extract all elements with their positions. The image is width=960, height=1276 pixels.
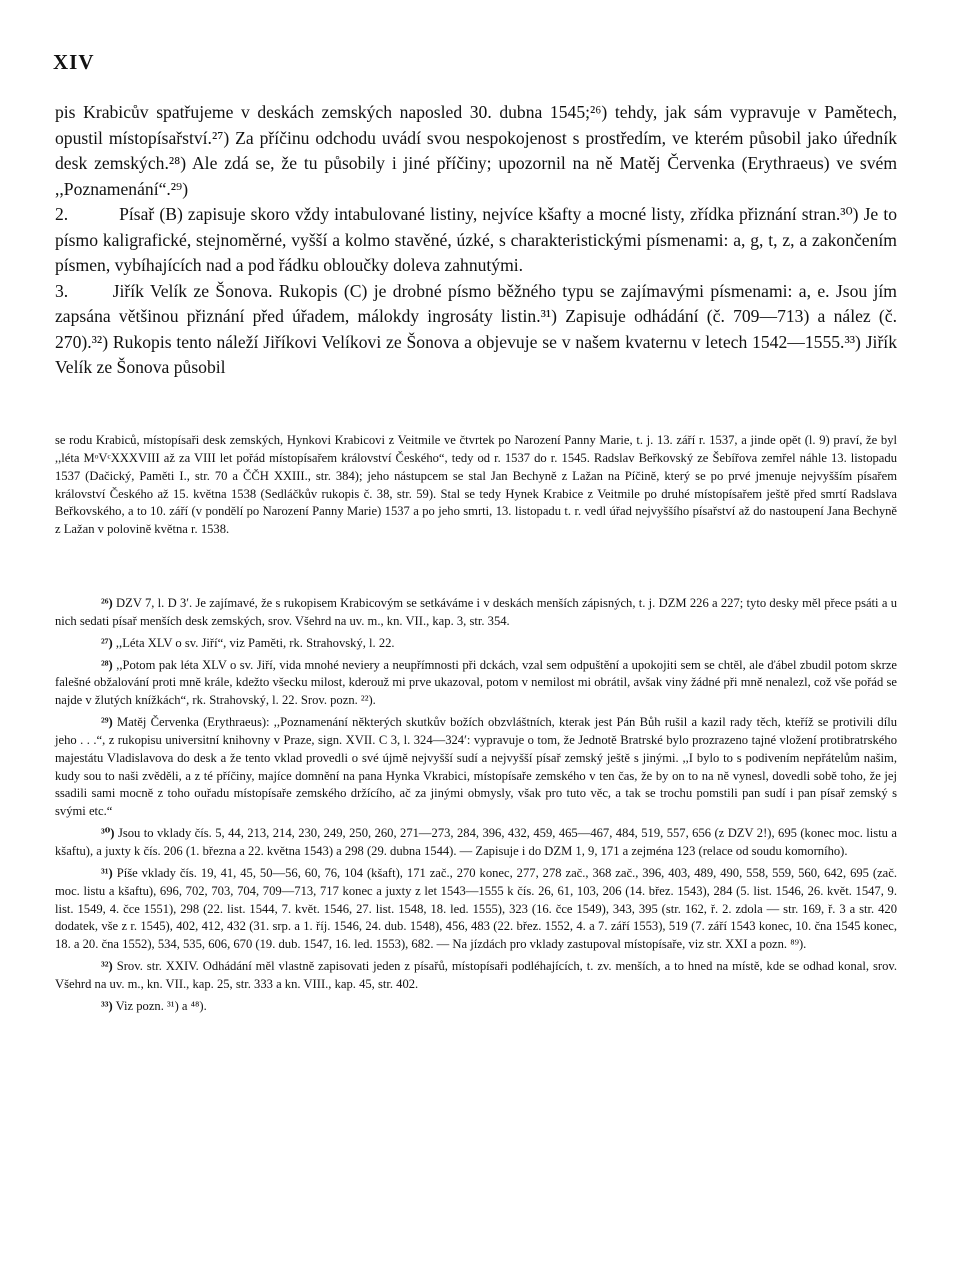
main-text	[55, 100, 902, 381]
footnote-text: Srov. str. XXIV. Odhádání měl vlastně zapisovati jeden z písařů, místopísaři podléhajících, t. zv. menších, a to hned na místě, kde se odhad konal, srov. Všehrd na uv. m., kn. VII., kap. 25, str. 333 a kn. VIII., kap. 45, str. 402.	[55, 959, 897, 991]
paragraph-3: 3. Jiřík Velík ze Šonova. Rukopis (C) je drobné písmo běžného typu se zajímavými písmenami: a, e. Jsou jím zapsána většinou přiznání před úřadem, málokdy ingrosáty listin.³¹) Zapisuje odhádání (č. 709—713) a nález (č. 270).³²) Rukopis tento náleží Jiříkovi Velíkovi ze Šonova a objevuje se v našem kvaternu v letech 1542—1555.³³) Jiřík Velík ze Šonova působil	[55, 280, 902, 377]
footnote-text: Píše vklady čís. 19, 41, 45, 50—56, 60, 76, 104 (kšaft), 171 zač., 270 konec, 277, 278 zač., 368 zač., 396, 403, 489, 490, 558, 559, 560, 642, 695 (zač. moc. listu a kšaftu), 696, 702, 703, 704, 709—713, 717 konec a juxty z let 1543—1555 k čís. 26, 61, 103, 206 (14. břez. 1543), 284 (5. list. 1546, 26. květ. 1547, 9. list. 1549, 4. čce 1551), 298 (22. list. 1544, 7. květ. 1546, 27. list. 1548, 18. led. 1555), 323 (16. čce 1549), 343, 395 (str. 162, ř. 2. zdola — str. 169, ř. 3 a str. 420 dodatek, vše z r. 1545), 402, 412, 432 (31. srp. a 1. říj. 1546, 24. dub. 1548), 456, 483 (22. břez. 1552, 4. a 7. září 1553), 519 (7. září 1543 konec, 10. čna 1545 konec, 18. a 20. čna 1552), 534, 535, 606, 670 (19. dub. 1547, 16. led. 1553), 682. — Na jízdách pro vklady zastupoval místopísaře, viz str. XXI a pozn. ⁸⁹).	[55, 865, 897, 952]
footnote-28	[55, 657, 897, 711]
footnote-30	[55, 825, 897, 861]
footnote-text: Jsou to vklady čís. 5, 44, 213, 214, 230, 249, 250, 260, 271—273, 284, 396, 432, 459, 465—467, 484, 519, 557, 656 (z DZV 2!), 695 (konec moc. listu a kšaftu), a juxty k čís. 206 (1. března a 22. května 1543) a 298 (29. dubna 1544). — Zapisuje i do DZM 1, 9, 171 a zejména 123 (relace od soudu komorního).	[55, 826, 897, 858]
page-number: XIV	[53, 50, 95, 74]
footnote-26	[55, 595, 897, 631]
footnote-31	[55, 865, 897, 954]
footnote-number: ²⁷)	[101, 635, 113, 650]
footnotes	[55, 595, 897, 1020]
footnote-text: Matěj Červenka (Erythraeus): ,,Poznamenání některých skutkův božích obzvláštních, kterak jest Pán Bůh rušil a kazil rady těch, kteříž se protivili dílu jeho . . .“, z rukopisu universitní knihovny v Praze, sign. XVII. C 3, l. 324—324′: vypravuje o tom, že Jednotě Bratrské bylo prozrazeno tajné vložení protibratrského majestátu Vladislavova do desk a že tento vklad provedli o své újmě nejvyšší sudí a nejvyšší písař zemský ještě s jinými. ,,I bylo to s podivením nepřátelům našim, kudy sou to naši zvěděli, a z té příčiny, majíce domnění na pana Hynka Vkrabici, místopísaře zemského v ten čas, že by on to na ně vynesl, dovedli sobě toho, že jej ssadili sami mocně z toho ouřadu místopísaře zemského držícího, ač za jinými obmysly, však pro tuto věc, a tak se trochu pomstili pan sudí i pan písař zemský s svými etc.“	[55, 715, 898, 819]
footnote-29	[55, 714, 897, 821]
footnote-continuation-text: se rodu Krabiců, místopísaři desk zemských, Hynkovi Krabicovi z Veitmile ve čtvrtek po Narození Panny Marie, t. j. 13. září r. 1537, a jinde opět (l. 9) praví, že byl ,,léta MᵒVᶜXXXVIII až za VIII let pořád místopísařem království Českého“, tedy od r. 1537 do r. 1545. Radslav Beřkovský ze Šebířova zemřel náhle 13. listopadu 1537 (Dačický, Paměti I., str. 70 a ČČH XXIII., str. 384); jeho nástupcem se stal Jan Bechyně z Lažan na Píčině, který se po prvé jmenuje nejvyšším písařem království Českého až 15. května 1538 (Sedláčkův rukopis č. 38, str. 59). Stal se tedy Hynek Krabice z Veitmile po druhé místopísařem ještě před smrtí Radslava Beřkovského, a to 10. září (v pondělí po Narození Panny Marie) 1537 a po jeho smrti, 13. listopadu t. r. vedl úřad nejvyššího písařství až do nastoupení Jana Bechyně z Lažan v polovině května r. 1538.	[55, 433, 897, 537]
paragraph-2: 2. Písař (B) zapisuje skoro vždy intabulované listiny, nejvíce kšafty a mocné listy, zřídka přiznání stran.³⁰) Je to písmo kaligrafické, stejnoměrné, vyšší a kolmo stavěné, úzké, s charakteristickými písmenami: a, g, t, z, a zakončením písmen, vybíhajících nad a pod řádku obloučky doleva zahnutými.	[55, 204, 902, 275]
footnote-text: Viz pozn. ³¹) a ⁴⁸).	[115, 998, 207, 1013]
footnote-number: ³¹)	[101, 865, 113, 880]
paragraph-1: pis Krabicův spatřujeme v deskách zemských naposled 30. dubna 1545;²⁶) tehdy, jak sám vypravuje v Pamětech, opustil místopísařství.²⁷) Za příčinu odchodu uvádí svou nespokojenost s prostředím, ve kterém působil jako úředník desk zemských.²⁸) Ale zdá se, že tu působily i jiné příčiny; upozornil na ně Matěj Červenka (Erythraeus) ve svém ,,Poznamenání“.²⁹)	[55, 102, 897, 199]
footnote-27	[55, 635, 897, 653]
footnote-number: ²⁶)	[101, 596, 113, 610]
footnote-number: ³³)	[101, 998, 113, 1013]
footnote-text: DZV 7, l. D 3′. Je zajímavé, že s rukopisem Krabicovým se setkáváme i v deskách menších zápisných, t. j. DZM 226 a 227; tyto desky měl přece psáti a u nich sedati písař menších desk zemských, srov. Všehrd na uv. m., kn. VII., kap. 3, str. 354.	[55, 596, 897, 628]
footnote-number: ³²)	[101, 959, 113, 974]
footnote-number: ²⁸)	[101, 657, 113, 672]
footnote-number: ³⁰)	[101, 826, 115, 841]
footnote-text: ,,Léta XLV o sv. Jiří“, viz Paměti, rk. Strahovský, l. 22.	[115, 635, 395, 650]
footnote-continuation	[55, 432, 897, 539]
footnote-32	[55, 958, 897, 994]
footnote-text: ,,Potom pak léta XLV o sv. Jiří, vida mnohé neviery a neupřímnosti při dckách, vzal sem odpuštění a upokojiti sem se chtěl, ale ďábel zbudil potom skrze falešné obžalování proti mně krále, kdežto všecku milost, kderouž mi prve ukazoval, potom v nemilost mi obrátil, avšak viny žádné při mně nenalezl, což vše pořád se najde v žlutých knížkách“, rk. Strahovský, l. 22. Srov. pozn. ²²).	[55, 657, 898, 708]
footnote-33	[55, 998, 897, 1016]
footnote-number: ²⁹)	[101, 715, 113, 730]
